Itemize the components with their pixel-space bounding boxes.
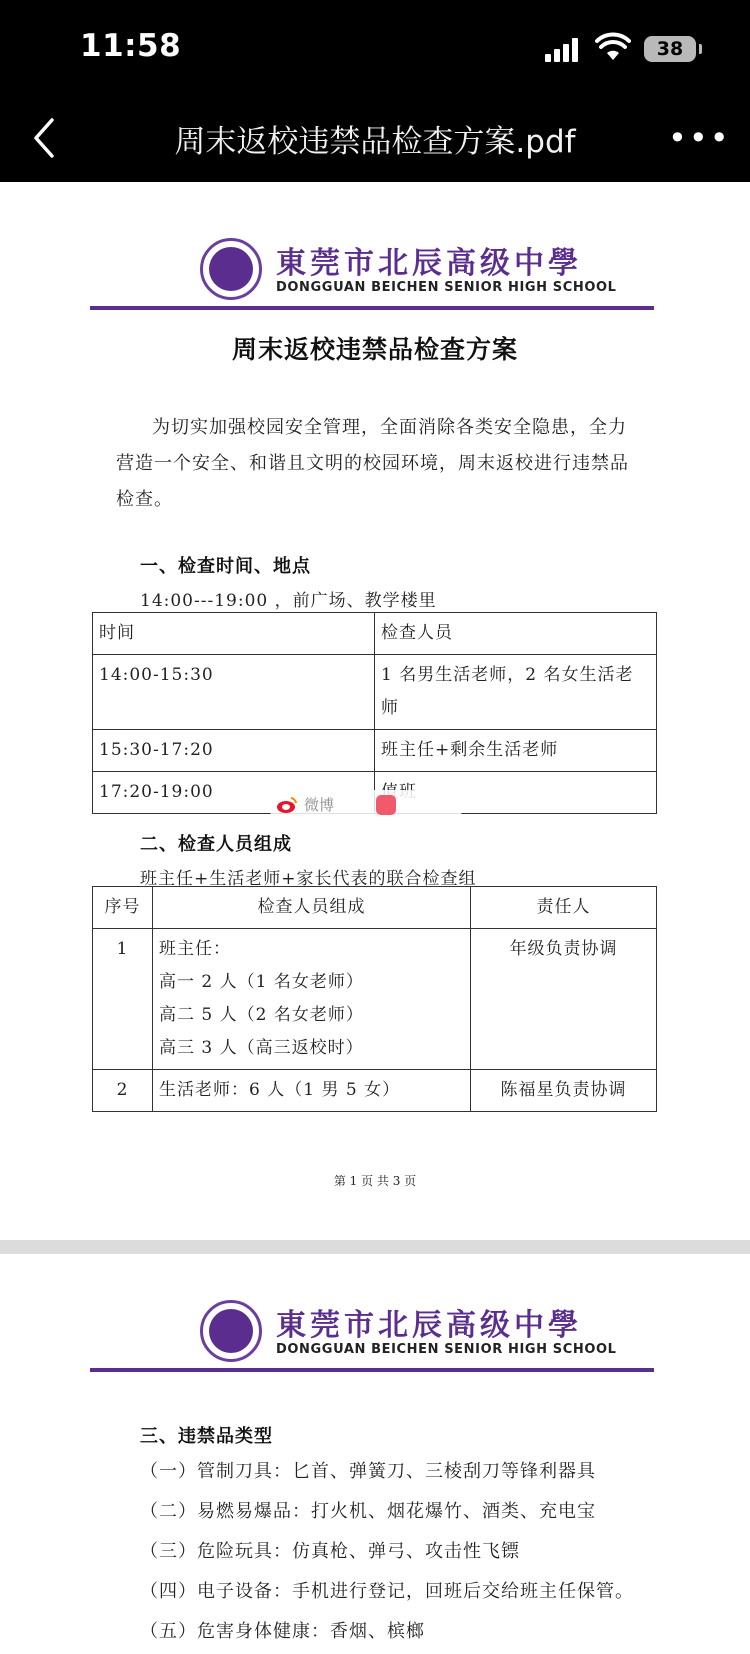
schedule-table <box>92 612 657 814</box>
table-cell: 班主任+剩余生活老师 <box>375 730 657 772</box>
pdf-page-1 <box>0 182 750 1240</box>
table-cell: 生活老师：6 人（1 男 5 女） <box>153 1070 471 1112</box>
school-name-en: DONGGUAN BEICHEN SENIOR HIGH SCHOOL <box>276 1342 617 1357</box>
list-item: （一）管制刀具：匕首、弹簧刀、三棱刮刀等锋利器具 <box>140 1461 596 1482</box>
table-header: 时间 <box>93 613 375 655</box>
section-2-subtitle: 班主任+生活老师+家长代表的联合检查组 <box>140 869 477 889</box>
table-cell: 年级负责协调 <box>471 929 657 1070</box>
table-header: 检查人员 <box>375 613 657 655</box>
table-row <box>93 730 657 772</box>
weibo-watermark <box>268 790 464 820</box>
cellular-signal-icon <box>545 38 581 62</box>
school-header <box>0 182 750 312</box>
section-1-subtitle: 14:00---19:00 ，前广场、教学楼里 <box>140 591 437 611</box>
list-item: （二）易燃易爆品：打火机、烟花爆竹、酒类、充电宝 <box>140 1501 596 1522</box>
status-time: 11:58 <box>80 28 182 64</box>
table-header-row <box>93 887 657 929</box>
header-divider <box>90 1368 654 1372</box>
school-seal-icon <box>200 1300 262 1362</box>
table-cell: 17:20-19:00 <box>93 772 375 814</box>
section-1-heading: 一、检查时间、地点 <box>140 556 311 577</box>
prohibited-items-list <box>140 1452 634 1652</box>
more-options-button[interactable]: ••• <box>668 119 731 157</box>
table-header: 责任人 <box>471 887 657 929</box>
table-cell: 14:00-15:30 <box>93 655 375 730</box>
page-footer: 第 1 页 共 3 页 <box>333 1174 417 1188</box>
pdf-page-2 <box>0 1254 750 1654</box>
page-title: 周末返校违禁品检查方案 <box>231 335 518 364</box>
back-button[interactable] <box>26 114 66 162</box>
watermark-text: 微博 <box>304 796 335 814</box>
wifi-icon <box>596 34 630 62</box>
nav-bar <box>0 96 750 182</box>
table-row <box>93 929 657 1070</box>
school-name-cn: 東莞市北辰高级中學 <box>276 246 582 281</box>
table-row <box>93 1070 657 1112</box>
list-item: （三）危险玩具：仿真枪、弹弓、攻击性飞镖 <box>140 1541 520 1562</box>
header-divider <box>90 306 654 310</box>
battery-icon: 38 <box>644 36 696 62</box>
list-item: （五）危害身体健康：香烟、槟榔 <box>140 1621 425 1642</box>
table-cell: 陈福星负责协调 <box>471 1070 657 1112</box>
table-cell: 班主任： 高一 2 人（1 名女老师） 高二 5 人（2 名女老师） 高三 3 人（高三返校时） <box>153 929 471 1070</box>
school-name-cn: 東莞市北辰高级中學 <box>276 1308 582 1343</box>
school-seal-icon <box>200 238 262 300</box>
status-bar <box>0 0 750 96</box>
table-cell: 1 <box>93 929 153 1070</box>
watermark-badge-icon <box>376 795 396 815</box>
intro-paragraph: 为切实加强校园安全管理，全面消除各类安全隐患，全力 营造一个安全、和谐且文明的校园环境，周末返校进行违禁品 检查。 <box>116 417 629 510</box>
table-cell: 15:30-17:20 <box>93 730 375 772</box>
pdf-viewer[interactable] <box>0 182 750 1642</box>
table-header: 检查人员组成 <box>153 887 471 929</box>
school-name-en: DONGGUAN BEICHEN SENIOR HIGH SCHOOL <box>276 280 617 295</box>
table-header-row <box>93 613 657 655</box>
school-header <box>0 1244 750 1374</box>
list-item: （四）电子设备：手机进行登记，回班后交给班主任保管。 <box>140 1581 634 1602</box>
document-title: 周末返校违禁品检查方案.pdf <box>174 124 576 160</box>
staff-table <box>92 886 657 1112</box>
table-header: 序号 <box>93 887 153 929</box>
table-row <box>93 655 657 730</box>
section-2-heading: 二、检查人员组成 <box>140 834 292 855</box>
table-cell: 2 <box>93 1070 153 1112</box>
table-cell: 1 名男生活老师，2 名女生活老 师 <box>375 655 657 730</box>
weibo-logo-icon <box>276 795 298 815</box>
section-3-heading: 三、违禁品类型 <box>140 1426 273 1447</box>
